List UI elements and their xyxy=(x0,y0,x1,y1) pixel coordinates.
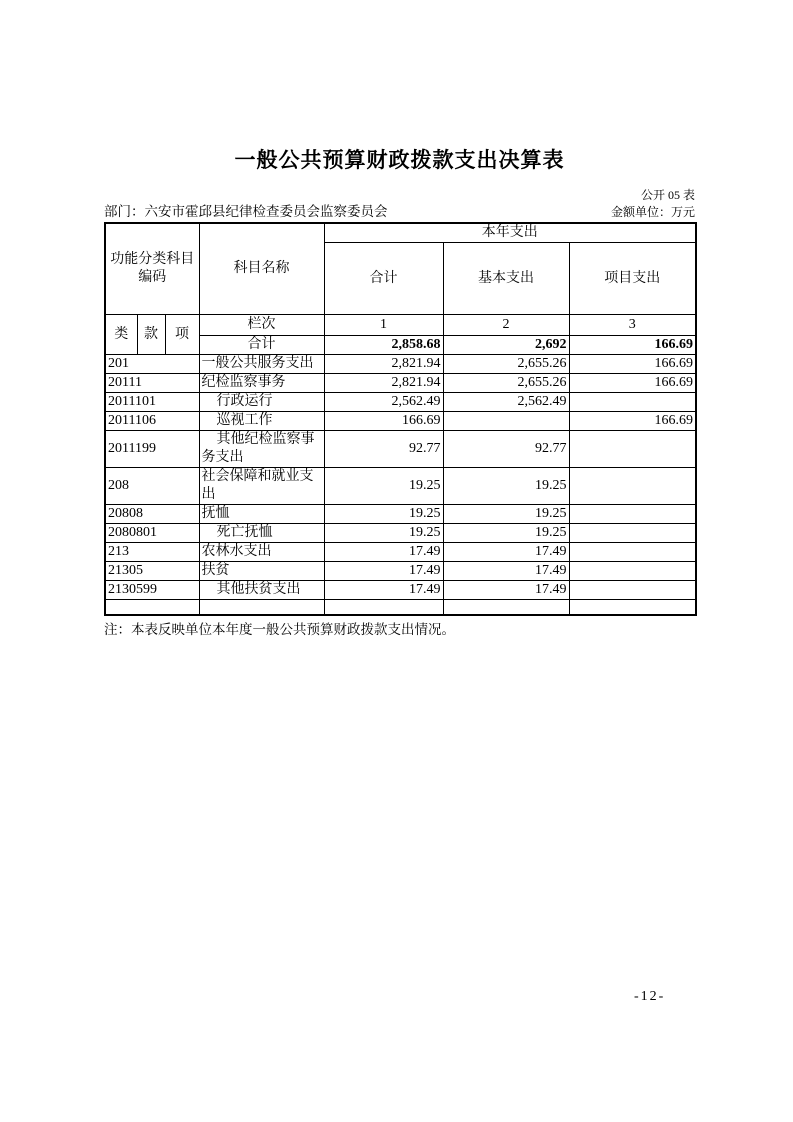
cell-basic-expense: 19.25 xyxy=(443,524,569,543)
meta-row xyxy=(104,203,695,220)
total-row-label: 合计 xyxy=(199,336,324,355)
cell-subject-name: 扶贫 xyxy=(199,562,324,581)
cell-code: 201 xyxy=(105,355,199,374)
cell-code: 2011199 xyxy=(105,431,199,468)
cell-total xyxy=(324,600,443,615)
table-row xyxy=(105,393,696,412)
cell-subject-name xyxy=(199,600,324,615)
table-number-label: 公开 05 表 xyxy=(640,188,695,202)
cell-subject-name: 社会保障和就业支出 xyxy=(199,468,324,505)
cell-basic-expense: 19.25 xyxy=(443,468,569,505)
cell-project-expense xyxy=(569,468,696,505)
table-header-row-3 xyxy=(105,315,696,336)
header-total: 合计 xyxy=(324,243,443,315)
table-empty-row xyxy=(105,600,696,615)
header-lanci-label: 栏次 xyxy=(199,315,324,336)
cell-code: 213 xyxy=(105,543,199,562)
table-row xyxy=(105,412,696,431)
cell-basic-expense xyxy=(443,412,569,431)
budget-table xyxy=(104,222,697,616)
cell-total: 2,821.94 xyxy=(324,374,443,393)
header-lanci-1: 1 xyxy=(324,315,443,336)
cell-project-expense xyxy=(569,600,696,615)
cell-basic-expense: 2,655.26 xyxy=(443,374,569,393)
header-code-lei: 类 xyxy=(105,315,137,355)
cell-basic-expense: 17.49 xyxy=(443,543,569,562)
cell-project-expense xyxy=(569,505,696,524)
header-project-expense: 项目支出 xyxy=(569,243,696,315)
cell-code: 21305 xyxy=(105,562,199,581)
cell-code xyxy=(105,600,199,615)
cell-total: 166.69 xyxy=(324,412,443,431)
cell-basic-expense xyxy=(443,600,569,615)
total-row-basic: 2,692 xyxy=(443,336,569,355)
cell-subject-name: 其他扶贫支出 xyxy=(199,581,324,600)
total-row-project: 166.69 xyxy=(569,336,696,355)
cell-project-expense xyxy=(569,524,696,543)
cell-project-expense xyxy=(569,393,696,412)
cell-project-expense xyxy=(569,562,696,581)
page-number: -12- xyxy=(634,989,666,1004)
header-code-kuan: 款 xyxy=(137,315,165,355)
cell-project-expense xyxy=(569,581,696,600)
total-row-total: 2,858.68 xyxy=(324,336,443,355)
cell-basic-expense: 92.77 xyxy=(443,431,569,468)
cell-total: 92.77 xyxy=(324,431,443,468)
cell-total: 2,821.94 xyxy=(324,355,443,374)
cell-subject-name: 行政运行 xyxy=(199,393,324,412)
cell-basic-expense: 2,562.49 xyxy=(443,393,569,412)
table-row xyxy=(105,543,696,562)
table-row xyxy=(105,431,696,468)
cell-code: 2011101 xyxy=(105,393,199,412)
cell-project-expense: 166.69 xyxy=(569,374,696,393)
header-code-xiang: 项 xyxy=(165,315,199,355)
cell-code: 2130599 xyxy=(105,581,199,600)
header-lanci-2: 2 xyxy=(443,315,569,336)
table-header-row-1 xyxy=(105,223,696,243)
cell-basic-expense: 17.49 xyxy=(443,562,569,581)
cell-project-expense xyxy=(569,431,696,468)
cell-code: 208 xyxy=(105,468,199,505)
cell-code: 20111 xyxy=(105,374,199,393)
cell-subject-name: 一般公共服务支出 xyxy=(199,355,324,374)
header-lanci-3: 3 xyxy=(569,315,696,336)
header-year-expense: 本年支出 xyxy=(324,223,696,243)
header-code-group: 功能分类科目编码 xyxy=(105,223,199,315)
page-title: 一般公共预算财政拨款支出决算表 xyxy=(234,149,565,172)
cell-subject-name: 其他纪检监察事务支出 xyxy=(199,431,324,468)
cell-total: 2,562.49 xyxy=(324,393,443,412)
cell-total: 17.49 xyxy=(324,562,443,581)
table-row xyxy=(105,505,696,524)
table-row xyxy=(105,355,696,374)
table-row xyxy=(105,468,696,505)
cell-project-expense xyxy=(569,543,696,562)
cell-basic-expense: 17.49 xyxy=(443,581,569,600)
cell-subject-name: 巡视工作 xyxy=(199,412,324,431)
cell-basic-expense: 2,655.26 xyxy=(443,355,569,374)
header-basic-expense: 基本支出 xyxy=(443,243,569,315)
table-body xyxy=(105,355,696,615)
cell-subject-name: 农林水支出 xyxy=(199,543,324,562)
table-row xyxy=(105,562,696,581)
table-row xyxy=(105,581,696,600)
table-note: 注：本表反映单位本年度一般公共预算财政拨款支出情况。 xyxy=(104,621,455,637)
cell-code: 20808 xyxy=(105,505,199,524)
cell-total: 17.49 xyxy=(324,543,443,562)
cell-code: 2080801 xyxy=(105,524,199,543)
department-label: 部门：六安市霍邱县纪律检查委员会监察委员会 xyxy=(104,204,388,219)
amount-unit-label: 金额单位：万元 xyxy=(610,205,695,219)
cell-total: 17.49 xyxy=(324,581,443,600)
cell-code: 2011106 xyxy=(105,412,199,431)
document-content xyxy=(104,0,695,638)
header-subject-name: 科目名称 xyxy=(199,223,324,315)
table-row xyxy=(105,524,696,543)
cell-project-expense: 166.69 xyxy=(569,355,696,374)
cell-subject-name: 纪检监察事务 xyxy=(199,374,324,393)
cell-project-expense: 166.69 xyxy=(569,412,696,431)
cell-basic-expense: 19.25 xyxy=(443,505,569,524)
cell-total: 19.25 xyxy=(324,505,443,524)
cell-subject-name: 抚恤 xyxy=(199,505,324,524)
cell-total: 19.25 xyxy=(324,468,443,505)
table-row xyxy=(105,374,696,393)
cell-subject-name: 死亡抚恤 xyxy=(199,524,324,543)
cell-total: 19.25 xyxy=(324,524,443,543)
